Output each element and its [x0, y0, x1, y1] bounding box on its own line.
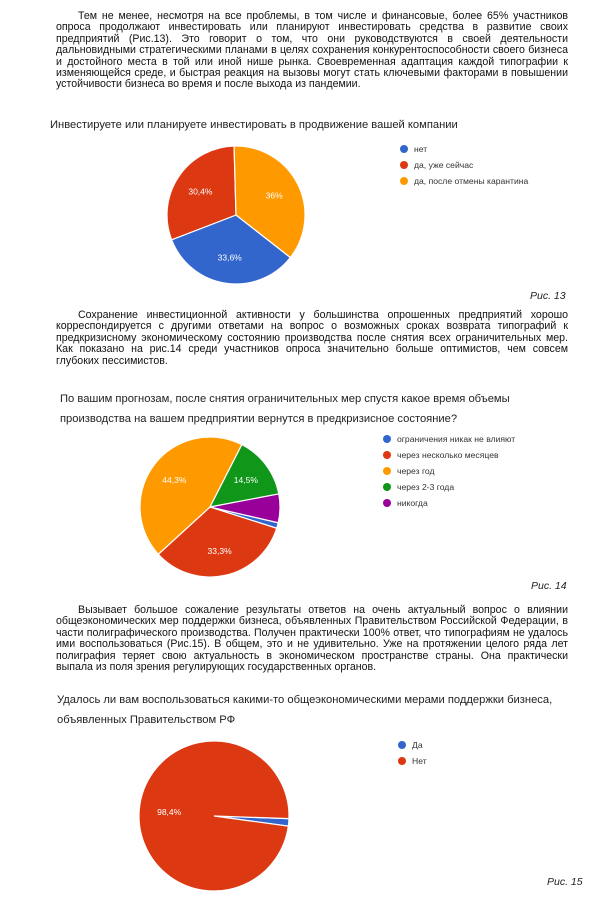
- chart-13-pie: [166, 145, 306, 285]
- legend-label: да, после отмены карантина: [414, 176, 529, 186]
- pie-data-label: 30,4%: [188, 186, 213, 197]
- legend-marker-icon: [383, 435, 391, 443]
- chart-13-legend: [400, 141, 528, 189]
- pie-data-label: 14,5%: [233, 475, 258, 486]
- legend-marker-icon: [383, 483, 391, 491]
- fig-13-caption: Рис. 13: [530, 290, 566, 302]
- pie-data-label: 36%: [265, 190, 283, 201]
- pie-data-label: 33,3%: [207, 545, 232, 556]
- chart-15-legend: [398, 737, 427, 769]
- legend-item: [383, 431, 515, 447]
- legend-marker-icon: [398, 741, 406, 749]
- legend-label: да, уже сейчас: [414, 160, 474, 170]
- legend-item: [398, 753, 427, 769]
- legend-item: [400, 141, 528, 157]
- legend-label: Нет: [412, 756, 427, 766]
- chart-13-title: Инвестируете или планируете инвестировать в продвижение вашей компании: [50, 119, 458, 131]
- legend-marker-icon: [400, 177, 408, 185]
- legend-item: [383, 463, 515, 479]
- chart-14-legend: [383, 431, 515, 511]
- legend-label: ограничения никак не влияют: [397, 434, 516, 444]
- chart-15-pie: [138, 740, 290, 892]
- legend-marker-icon: [400, 145, 408, 153]
- legend-item: [400, 173, 528, 189]
- fig-15-caption: Рис. 15: [547, 876, 583, 888]
- legend-label: никогда: [397, 498, 428, 508]
- chart-14-pie: [139, 436, 281, 578]
- legend-item: [398, 737, 427, 753]
- legend-label: нет: [414, 144, 428, 154]
- legend-marker-icon: [398, 757, 406, 765]
- paragraph-2: Сохранение инвестиционной активности у большинства опрошенных предприятий хорошо корреспондируется с другими ответами на вопрос о возможных сроках возврата типографий к предкризисному экономическому состоянию производства после снятия всех ограничительных мер. Как показано на рис.14 среди участников опроса значительно больше оптимистов, чем совсем глубоких пессимистов.: [56, 309, 568, 367]
- pie-data-label: 44,3%: [162, 474, 187, 485]
- legend-marker-icon: [383, 499, 391, 507]
- fig-14-caption: Рис. 14: [531, 580, 567, 592]
- pie-data-label: 33,6%: [217, 252, 242, 263]
- legend-marker-icon: [400, 161, 408, 169]
- chart-15-title: Удалось ли вам воспользоваться какими-то общеэкономическими мерами поддержки бизнеса, объявленных Правительством РФ: [57, 694, 553, 726]
- legend-item: [400, 157, 528, 173]
- legend-item: [383, 479, 515, 495]
- paragraph-1: Тем не менее, несмотря на все проблемы, в том числе и финансовые, более 65% участников опроса продолжают инвестировать или планируют инвестировать средства в развитие своих предприятий (Рис.13). Это говорит о том, что они руководствуются в своей деятельности дальновидными стратегическими планами в целях сохранения конкурентоспособности своего бизнеса и достойного места в той или иной нише рынка. Своевременная адаптация каждой типографии к изменяющейся среде, и быстрая реакция на вызовы могут стать ключевыми факторами в повышении устойчивости бизнеса во время и после выхода из пандемии.: [56, 10, 568, 91]
- paragraph-3: Вызывает большое сожаление результаты ответов на очень актуальный вопрос о влиянии общеэкономических мер поддержки бизнеса, объявленных Правительством Российской Федерации, в части полиграфического производства. Получен практически 100% ответ, что типографиям не удалось ими воспользоваться (Рис.15). В общем, это и не удивительно. Уже на протяжении целого ряда лет полиграфия теряет свою актуальность в экономическом пространстве страны. Она практически выпала из поля зрения регулирующих государственных органов.: [56, 604, 568, 674]
- legend-marker-icon: [383, 467, 391, 475]
- pie-data-label: 98,4%: [157, 807, 182, 818]
- legend-label: через год: [397, 466, 435, 476]
- legend-marker-icon: [383, 451, 391, 459]
- legend-label: Да: [412, 740, 423, 750]
- legend-item: [383, 495, 515, 511]
- legend-label: через несколько месяцев: [397, 450, 499, 460]
- legend-item: [383, 447, 515, 463]
- chart-14-title: По вашим прогнозам, после снятия ограничительных мер спустя какое время объемы производства на вашем предприятии вернутся в предкризисное состояние?: [60, 393, 510, 425]
- legend-label: через 2-3 года: [397, 482, 455, 492]
